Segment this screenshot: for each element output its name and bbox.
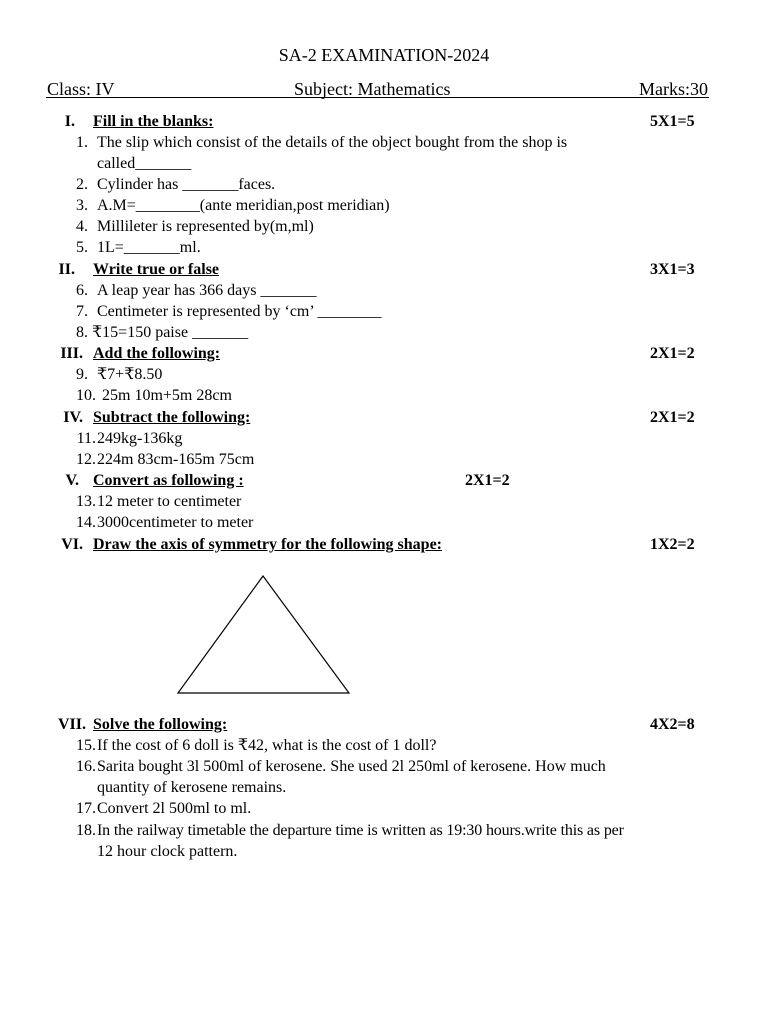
- question-text: ₹7+₹8.50: [97, 366, 163, 383]
- question-number: 7.: [76, 303, 88, 320]
- question-text: 224m 83cm-165m 75cm: [97, 451, 255, 468]
- question-number: 11.: [76, 430, 96, 447]
- question-text: quantity of kerosene remains.: [97, 779, 287, 796]
- section-heading: Draw the axis of symmetry for the following shape:: [93, 536, 442, 553]
- question-text: ₹15=150 paise _______: [92, 324, 249, 341]
- question-number: 3.: [76, 197, 88, 214]
- question-text: 12 hour clock pattern.: [97, 843, 238, 860]
- question-number: 2.: [76, 176, 88, 193]
- question-number: 15.: [76, 737, 96, 754]
- question-text: 3000centimeter to meter: [97, 514, 254, 531]
- question-text: The slip which consist of the details of the object bought from the shop is: [97, 134, 568, 151]
- question-text: A leap year has 366 days _______: [97, 282, 317, 299]
- question-number: 16.: [76, 758, 96, 775]
- question-text: Cylinder has _______faces.: [97, 176, 276, 193]
- section-marks: 5X1=5: [650, 113, 695, 130]
- section-marks: 2X1=2: [650, 409, 695, 426]
- question-number: 9.: [76, 366, 88, 383]
- section-number: VI.: [61, 536, 83, 553]
- question-number: 12.: [76, 451, 96, 468]
- question-text: called_______: [97, 155, 192, 172]
- question-number: 5.: [76, 239, 88, 256]
- question-text: 1L=_______ml.: [97, 239, 201, 256]
- section-number: V.: [65, 472, 79, 489]
- section-heading: Subtract the following:: [93, 409, 251, 426]
- section-heading: Convert as following :: [93, 472, 244, 489]
- question-text: Centimeter is represented by ‘cm’ ________: [97, 303, 382, 320]
- question-number: 13.: [76, 493, 96, 510]
- triangle-shape: [170, 570, 360, 700]
- question-text: 249kg-136kg: [97, 430, 183, 447]
- section-number: IV.: [63, 409, 83, 426]
- question-text: A.M=________(ante meridian,post meridian): [97, 197, 390, 214]
- question-number: 8.: [76, 324, 88, 341]
- section-heading: Add the following:: [93, 345, 221, 362]
- section-number: VII.: [57, 716, 86, 733]
- question-text: 25m 10m+5m 28cm: [102, 387, 232, 404]
- question-text: In the railway timetable the departure time is written as 19:30 hours.write this as per: [97, 822, 624, 839]
- section-marks: 4X2=8: [650, 716, 695, 733]
- triangle-outline: [178, 576, 349, 693]
- section-number: I.: [64, 113, 75, 130]
- section-heading: Write true or false: [93, 261, 220, 278]
- exam-title: SA-2 EXAMINATION-2024: [278, 45, 490, 65]
- question-number: 10.: [76, 387, 96, 404]
- question-text: If the cost of 6 doll is ₹42, what is the cost of 1 doll?: [97, 737, 437, 754]
- question-number: 18.: [76, 822, 96, 839]
- question-number: 14.: [76, 514, 96, 531]
- question-text: 12 meter to centimeter: [97, 493, 242, 510]
- question-text: Convert 2l 500ml to ml.: [97, 800, 252, 817]
- section-marks: 2X1=2: [650, 345, 695, 362]
- section-heading: Fill in the blanks:: [93, 113, 214, 130]
- question-number: 17.: [76, 800, 96, 817]
- question-number: 4.: [76, 218, 88, 235]
- header-divider: [46, 97, 709, 98]
- section-number: II.: [58, 261, 75, 278]
- section-heading: Solve the following:: [93, 716, 228, 733]
- question-number: 6.: [76, 282, 88, 299]
- section-marks: 1X2=2: [650, 536, 695, 553]
- section-marks: 2X1=2: [465, 472, 510, 489]
- marks-label: Marks:30: [639, 79, 708, 99]
- question-text: Sarita bought 3l 500ml of kerosene. She used 2l 250ml of kerosene. How much: [97, 758, 606, 775]
- class-label: Class: IV: [47, 79, 115, 99]
- section-number: III.: [60, 345, 83, 362]
- question-text: Millileter is represented by(m,ml): [97, 218, 314, 235]
- question-number: 1.: [76, 134, 88, 151]
- section-marks: 3X1=3: [650, 261, 695, 278]
- subject-label: Subject: Mathematics: [294, 79, 451, 99]
